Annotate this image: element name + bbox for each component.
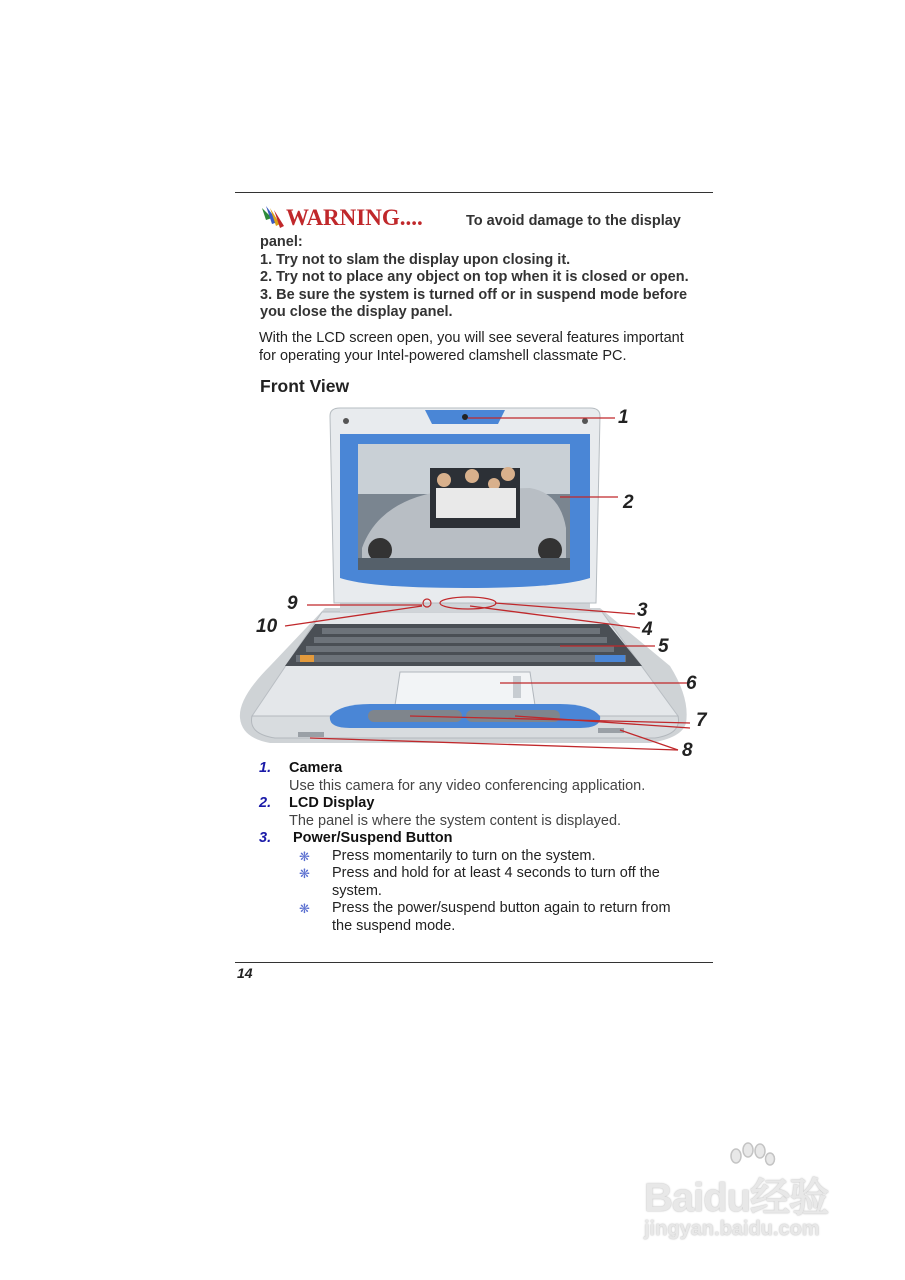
item-description: Use this camera for any video conferencing application. bbox=[289, 777, 646, 794]
item-title: Power/Suspend Button bbox=[293, 830, 453, 846]
page-number: 14 bbox=[237, 965, 253, 981]
item-number: 2. bbox=[259, 795, 272, 811]
warning-arrow-icon bbox=[262, 206, 284, 228]
callout-8: 8 bbox=[682, 740, 693, 761]
front-view-figure bbox=[230, 398, 710, 762]
list-item bbox=[259, 830, 719, 935]
warning-block bbox=[260, 204, 715, 322]
snowflake-bullet-icon: ❋ bbox=[299, 901, 310, 916]
bullet-item-continuation: system. bbox=[332, 882, 382, 899]
top-rule bbox=[235, 192, 713, 193]
warning-lead: To avoid damage to the display bbox=[466, 213, 681, 229]
intro-paragraph bbox=[259, 329, 719, 365]
feature-list bbox=[259, 760, 719, 935]
item-number: 3. bbox=[259, 830, 272, 846]
warning-line: 3. Be sure the system is turned off or in suspend mode before bbox=[260, 286, 688, 303]
watermark-url: jingyan.baidu.com bbox=[644, 1218, 820, 1240]
item-title: LCD Display bbox=[289, 795, 375, 811]
snowflake-bullet-icon: ❋ bbox=[299, 848, 310, 864]
callout-5: 5 bbox=[658, 636, 669, 657]
warning-header bbox=[260, 204, 715, 234]
callout-4: 4 bbox=[642, 619, 653, 640]
list-item bbox=[259, 795, 719, 830]
callout-7: 7 bbox=[696, 710, 707, 731]
intro-line: for operating your Intel-powered clamshell classmate PC. bbox=[259, 348, 627, 364]
item-title: Camera bbox=[289, 760, 343, 776]
callout-2: 2 bbox=[623, 492, 634, 513]
intro-line: With the LCD screen open, you will see several features important bbox=[259, 330, 684, 346]
warning-badge bbox=[260, 204, 460, 232]
item-number: 1. bbox=[259, 760, 272, 776]
list-item bbox=[259, 760, 719, 795]
svg-text:WARNING....: WARNING.... bbox=[286, 205, 423, 230]
callout-1: 1 bbox=[618, 407, 629, 428]
warning-line: 1. Try not to slam the display upon closing it. bbox=[260, 251, 571, 268]
callout-9: 9 bbox=[287, 593, 298, 614]
section-title: Front View bbox=[260, 376, 350, 396]
callout-10: 10 bbox=[256, 616, 278, 637]
callout-6: 6 bbox=[686, 673, 697, 694]
bullet-list bbox=[259, 848, 719, 936]
warning-line: 2. Try not to place any object on top when it is closed or open. bbox=[260, 269, 689, 285]
bullet-item: ❋ Press the power/suspend button again to return from bbox=[299, 900, 671, 916]
bullet-item: ❋ Press momentarily to turn on the system. bbox=[299, 847, 596, 864]
laptop-illustration bbox=[230, 398, 710, 762]
callout-3: 3 bbox=[637, 600, 648, 621]
bullet-item: ❋ Press and hold for at least 4 seconds to turn off the bbox=[299, 865, 660, 881]
warning-line: panel: bbox=[260, 234, 303, 250]
item-description: The panel is where the system content is displayed. bbox=[289, 812, 622, 829]
watermark-main: Baidu经验 bbox=[644, 1176, 829, 1220]
baidu-watermark bbox=[640, 1140, 855, 1250]
warning-line: you close the display panel. bbox=[260, 304, 453, 320]
bullet-item-continuation: the suspend mode. bbox=[332, 917, 456, 934]
snowflake-bullet-icon: ❋ bbox=[299, 866, 310, 881]
bottom-rule bbox=[235, 962, 713, 963]
